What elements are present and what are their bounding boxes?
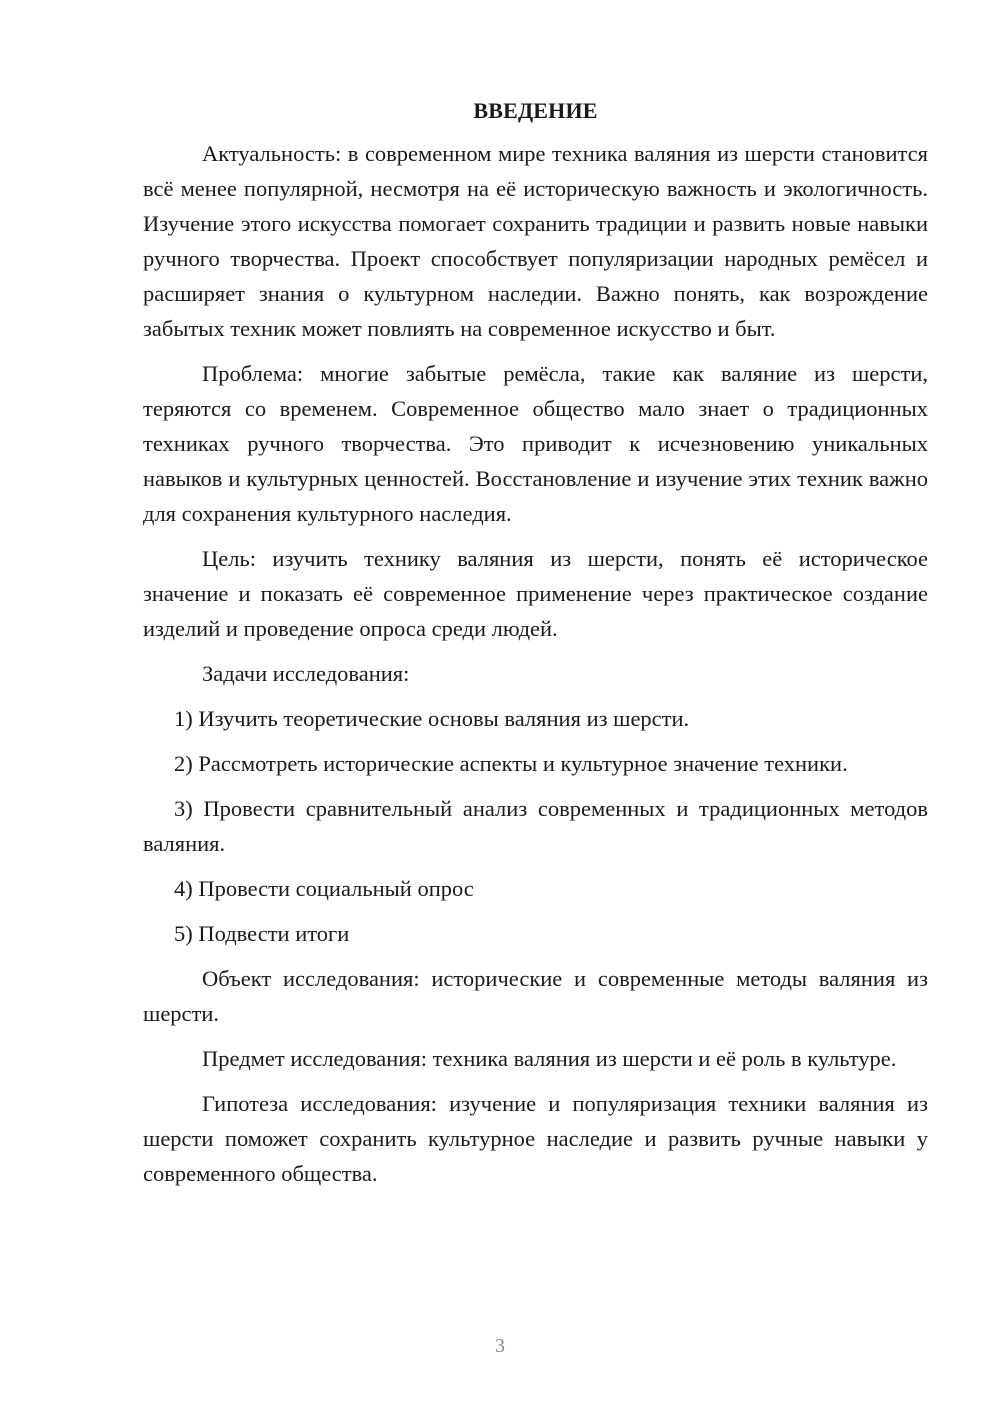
tasks-list <box>143 701 928 951</box>
paragraph-hypothesis: Гипотеза исследования: изучение и популяризация техники валяния из шерсти поможет сохранить культурное наследие и развить ручные навыки у современного общества. <box>143 1091 928 1186</box>
list-item: 1) Изучить теоретические основы валяния из шерсти. <box>174 706 690 731</box>
paragraph-problem: Проблема: многие забытые ремёсла, такие как валяние из шерсти, теряются со временем. Современное общество мало знает о традиционных техниках ручного творчества. Это приводит к исчезновению уникальных навыков и культурных ценностей. Восстановление и изучение этих техник важно для сохранения культурного наследия. <box>143 361 928 526</box>
paragraph-goal: Цель: изучить технику валяния из шерсти, понять её историческое значение и показать её современное применение через практическое создание изделий и проведение опроса среди людей. <box>143 546 928 641</box>
list-item: 2) Рассмотреть исторические аспекты и культурное значение техники. <box>174 751 848 776</box>
page-number: 3 <box>495 1335 505 1357</box>
paragraph-object: Объект исследования: исторические и современные методы валяния из шерсти. <box>143 966 928 1026</box>
page-title: ВВЕДЕНИЕ <box>473 98 598 123</box>
tasks-heading: Задачи исследования: <box>202 661 410 686</box>
paragraph-relevance: Актуальность: в современном мире техника валяния из шерсти становится всё менее популярной, несмотря на её историческую важность и экологичность. Изучение этого искусства помогает сохранить традиции и развить новые навыки ручного творчества. Проект способствует популяризации народных ремёсел и расширяет знания о культурном наследии. Важно понять, как возрождение забытых техник может повлиять на современное искусство и быт. <box>143 141 928 341</box>
paragraph-subject: Предмет исследования: техника валяния из шерсти и её роль в культуре. <box>202 1046 897 1071</box>
document-page <box>143 96 928 1201</box>
list-item: 4) Провести социальный опрос <box>174 876 474 901</box>
list-item: 3) Провести сравнительный анализ современных и традиционных методов валяния. <box>143 796 928 856</box>
list-item: 5) Подвести итоги <box>174 921 350 946</box>
